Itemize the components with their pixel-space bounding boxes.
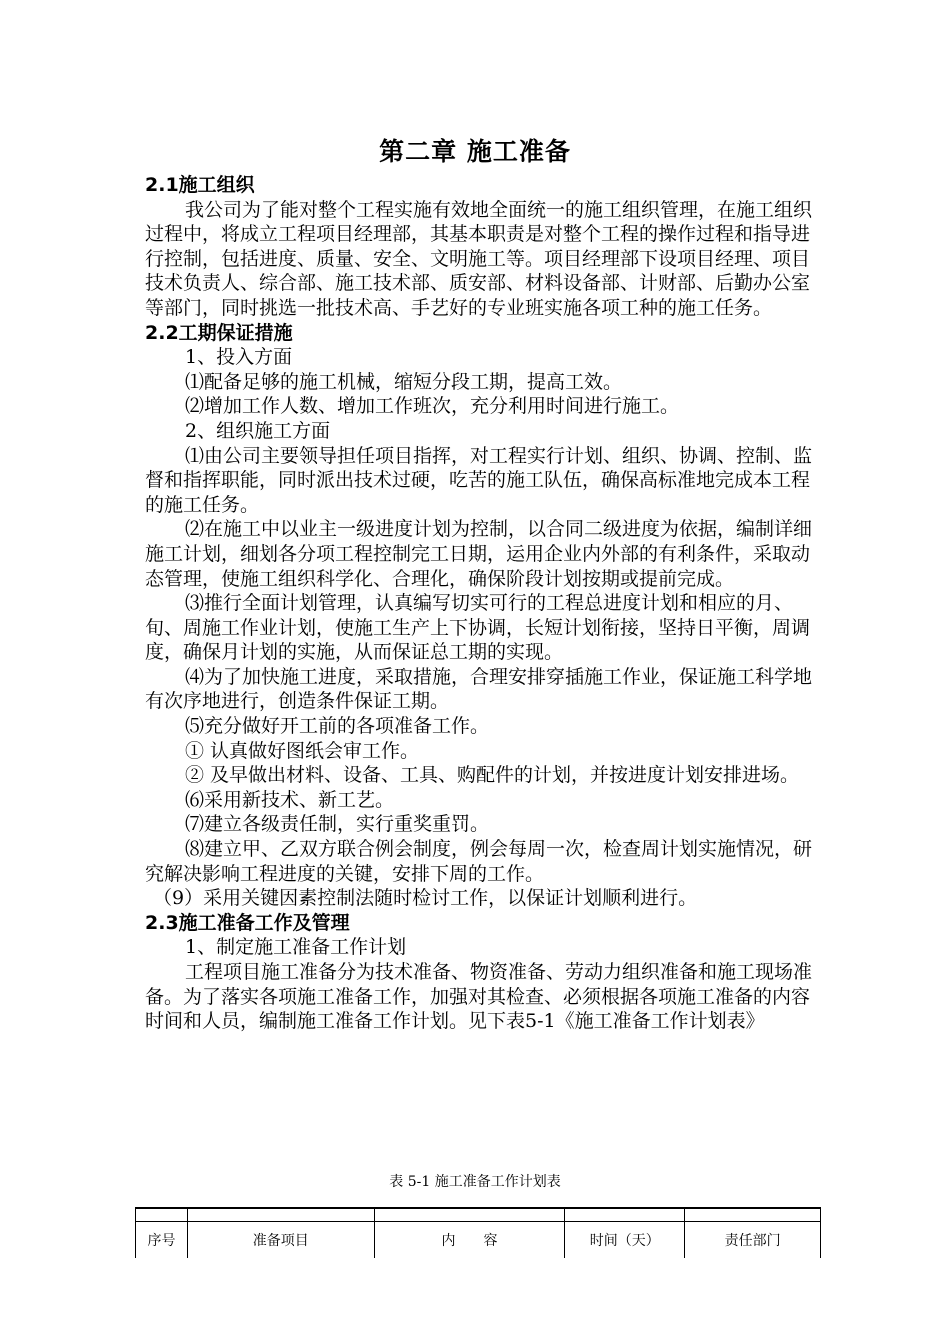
table-cell bbox=[374, 1208, 565, 1222]
paragraph: 我公司为了能对整个工程实施有效地全面统一的施工组织管理，在施工组织过程中，将成立工程项目经理部，其基本职责是对整个工程的操作过程和指导进行控制，包括进度、质量、安全、文明施工等。项目经理部下设项目经理、项目技术负责人、综合部、施工技术部、质安部、材料设备部、计财部、后勤办公室等部门，同时挑选一批技术高、手艺好的专业班实施各项工种的施工任务。 bbox=[145, 198, 813, 319]
section-heading-2-2: 2.2工期保证措施 bbox=[145, 321, 293, 344]
list-item: ① 认真做好图纸会审工作。 bbox=[185, 739, 420, 762]
list-item: （9）采用关键因素控制法随时检讨工作，以保证计划顺利进行。 bbox=[153, 887, 698, 910]
table-top-row bbox=[136, 1208, 821, 1222]
subheading: 1、制定施工准备工作计划 bbox=[185, 936, 407, 959]
table-cell bbox=[136, 1208, 188, 1222]
table-header-cell: 内 容 bbox=[374, 1222, 565, 1259]
table-cell bbox=[685, 1208, 821, 1222]
list-item: ② 及早做出材料、设备、工具、购配件的计划，并按进度计划安排进场。 bbox=[185, 764, 800, 787]
document-body bbox=[145, 173, 825, 1034]
list-item: ⑻建立甲、乙双方联合例会制度，例会每周一次，检查周计划实施情况，研究解决影响工程进度的关键，安排下周的工作。 bbox=[145, 838, 813, 885]
table-caption: 表 5-1 施工准备工作计划表 bbox=[389, 1174, 561, 1190]
section-heading-2-1: 2.1施工组织 bbox=[145, 174, 255, 196]
list-item: ⑵增加工作人数、增加工作班次，充分利用时间进行施工。 bbox=[185, 395, 680, 418]
table-header-cell: 序号 bbox=[136, 1222, 188, 1259]
list-item: ⑴由公司主要领导担任项目指挥，对工程实行计划、组织、协调、控制、监督和指挥职能，同时派出技术过硬，吃苦的施工队伍，确保高标准地完成本工程的施工任务。 bbox=[145, 444, 813, 516]
section-heading-2-3: 2.3施工准备工作及管理 bbox=[145, 911, 350, 934]
list-item: 1、投入方面 bbox=[185, 346, 293, 369]
list-item: ⑹采用新技术、新工艺。 bbox=[185, 788, 395, 811]
preparation-plan-table bbox=[135, 1207, 821, 1258]
list-item: ⑵在施工中以业主一级进度计划为控制，以合同二级进度为依据，编制详细施工计划，细划各分项工程控制完工日期，运用企业内外部的有利条件，采取动态管理，使施工组织科学化、合理化，确保阶段计划按期或提前完成。 bbox=[145, 518, 813, 590]
measures-list bbox=[145, 345, 825, 911]
list-item: ⑷为了加快施工进度，采取措施，合理安排穿插施工作业，保证施工科学地有次序地进行，创造条件保证工期。 bbox=[145, 665, 813, 713]
table-header-row bbox=[136, 1222, 821, 1259]
table-header-cell: 时间（天） bbox=[565, 1222, 685, 1259]
list-item: ⑴配备足够的施工机械，缩短分段工期，提高工效。 bbox=[185, 370, 623, 393]
list-item: ⑺建立各级责任制，实行重奖重罚。 bbox=[185, 813, 490, 836]
list-item: ⑸充分做好开工前的各项准备工作。 bbox=[185, 715, 490, 738]
paragraph: 工程项目施工准备分为技术准备、物资准备、劳动力组织准备和施工现场准备。为了落实各项施工准备工作，加强对其检查、必须根据各项施工准备的内容时间和人员，编制施工准备工作计划。见下表5-1《施工准备工作计划表》 bbox=[145, 961, 813, 1033]
list-item: 2、组织施工方面 bbox=[185, 419, 331, 442]
table-header-cell: 责任部门 bbox=[685, 1222, 821, 1259]
table-header-cell: 准备项目 bbox=[187, 1222, 374, 1259]
list-item: ⑶推行全面计划管理，认真编写切实可行的工程总进度计划和相应的月、旬、周施工作业计划，使施工生产上下协调，长短计划衔接，坚持日平衡，周调度，确保月计划的实施，从而保证总工期的实现。 bbox=[145, 592, 811, 664]
table-cell bbox=[565, 1208, 685, 1222]
table-cell bbox=[187, 1208, 374, 1222]
chapter-title: 第二章 施工准备 bbox=[379, 137, 571, 166]
